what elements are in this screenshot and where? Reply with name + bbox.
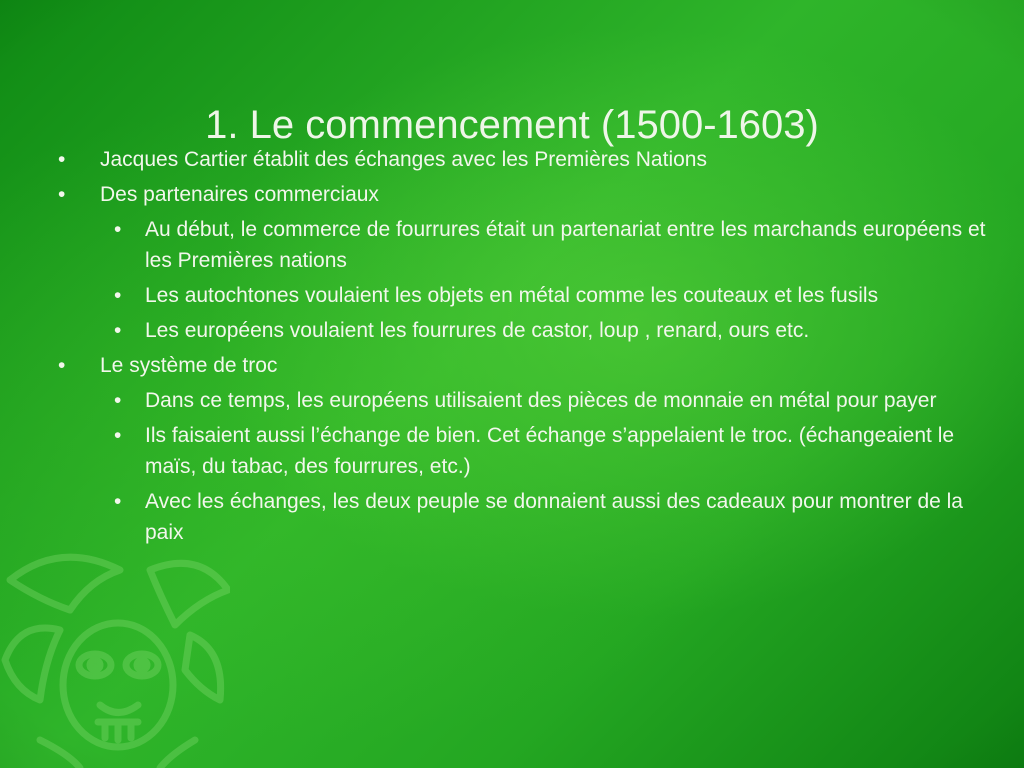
list-item-text: Les européens voulaient les fourrures de castor, loup , renard, ours etc. <box>145 319 810 342</box>
slide-title: 1. Le commencement (1500-1603) <box>205 102 819 147</box>
list-item-text: Le système de troc <box>100 354 278 377</box>
totem-emblem-icon <box>0 540 230 768</box>
list-item-text: Dans ce temps, les européens utilisaient des pièces de monnaie en métal pour payer <box>145 389 937 412</box>
bullet-icon: • <box>114 284 122 307</box>
sub-list-item <box>58 280 988 311</box>
bullet-icon: • <box>58 354 66 377</box>
list-item-text: Au début, le commerce de fourrures était un partenariat entre les marchands européens et les Premières nations <box>145 218 986 272</box>
bullet-icon: • <box>114 389 122 412</box>
list-item <box>58 179 988 210</box>
list-item-text: Jacques Cartier établit des échanges avec les Premières Nations <box>100 148 707 171</box>
bullet-icon: • <box>58 148 66 171</box>
bullet-icon: • <box>58 183 66 206</box>
list-item-text: Les autochtones voulaient les objets en métal comme les couteaux et les fusils <box>145 284 879 307</box>
bullet-icon: • <box>114 319 122 342</box>
sub-list-item <box>58 420 988 482</box>
bullet-icon: • <box>114 218 122 241</box>
list-item <box>58 144 988 175</box>
sub-list-item <box>58 486 988 548</box>
sub-list-item <box>58 315 988 346</box>
list-item-text: Avec les échanges, les deux peuple se donnaient aussi des cadeaux pour montrer de la paix <box>145 490 963 544</box>
bullet-list <box>58 144 988 552</box>
bullet-icon: • <box>114 490 122 513</box>
bullet-icon: • <box>114 424 122 447</box>
list-item-text: Des partenaires commerciaux <box>100 183 379 206</box>
list-item-text: Ils faisaient aussi l’échange de bien. Cet échange s’appelaient le troc. (échangeaient le maïs, du tabac, des fourrures, etc.) <box>145 424 955 478</box>
sub-list-item <box>58 214 988 276</box>
list-item <box>58 350 988 381</box>
sub-list-item <box>58 385 988 416</box>
